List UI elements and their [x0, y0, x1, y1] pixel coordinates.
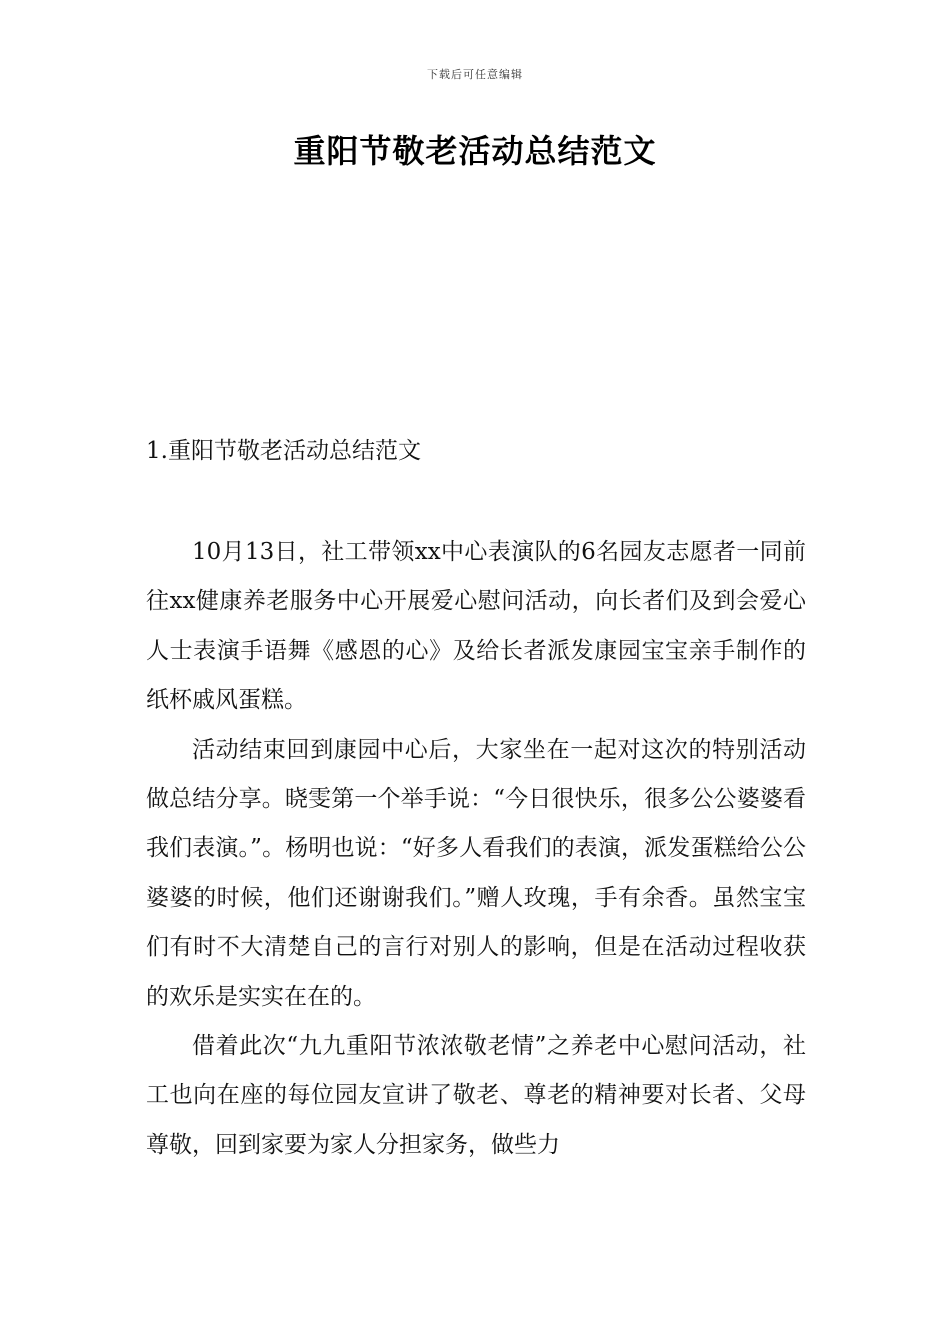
header-note: 下载后可任意编辑 [427, 68, 523, 81]
paragraph: 活动结束回到康园中心后，大家坐在一起对这次的特别活动做总结分享。晓雯第一个举手说：“今日很快乐，很多公公婆婆看我们表演。”。杨明也说：“好多人看我们的表演，派发蛋糕给公公婆婆的时候，他们还谢谢我们。”赠人玫瑰，手有余香。虽然宝宝们有时不大清楚自己的言行对别人的影响，但是在活动过程收获的欢乐是实实在在的。 [146, 736, 806, 1010]
document-title: 重阳节敬老活动总结范文 [293, 132, 657, 170]
paragraph: 借着此次“九九重阳节浓浓敬老情”之养老中心慰问活动，社工也向在座的每位园友宣讲了敬老、尊老的精神要对长者、父母尊敬，回到家要为家人分担家务，做些力 [146, 1033, 806, 1158]
body-text [146, 528, 806, 1170]
paragraph: 10月13日，社工带领xx中心表演队的6名园友志愿者一同前往xx健康养老服务中心开展爱心慰问活动，向长者们及到会爱心人士表演手语舞《感恩的心》及给长者派发康园宝宝亲手制作的纸杯戚风蛋糕。 [146, 539, 806, 714]
section-heading: 1.重阳节敬老活动总结范文 [146, 438, 421, 464]
